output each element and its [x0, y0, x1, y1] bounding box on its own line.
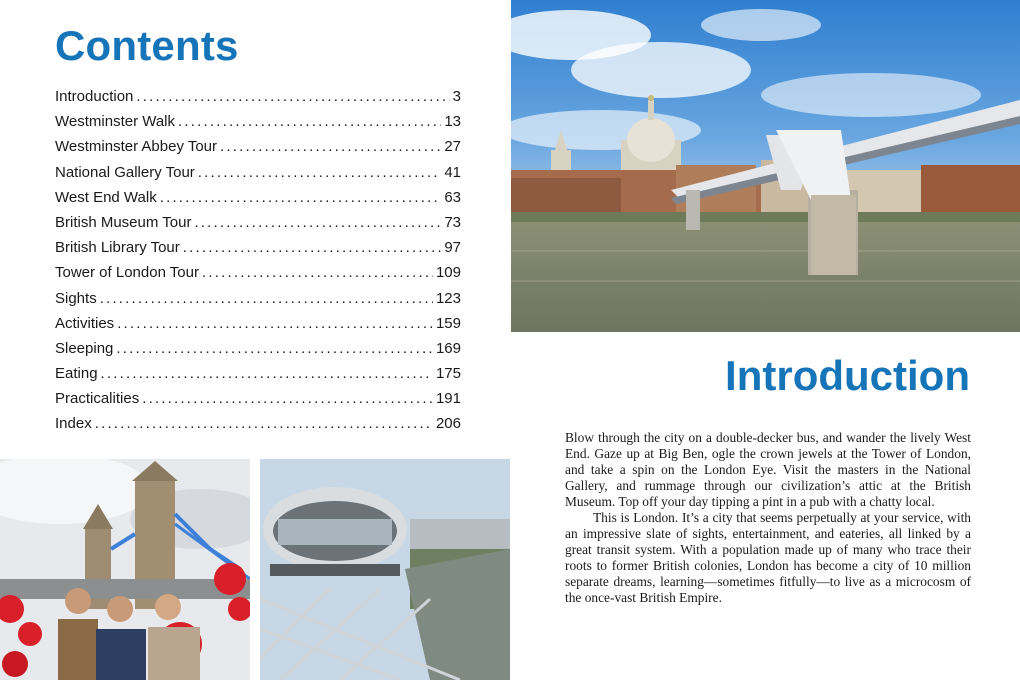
- toc-entry-label: Westminster Walk: [55, 113, 176, 131]
- toc-entry-page-number: 3: [452, 88, 461, 105]
- toc-entry[interactable]: [55, 415, 461, 440]
- toc-leader-dots: [183, 239, 442, 256]
- toc-entry-label: Index: [55, 415, 92, 433]
- toc-entry[interactable]: [55, 390, 461, 415]
- toc-entry-label: British Museum Tour: [55, 213, 192, 231]
- toc-entry[interactable]: [55, 239, 461, 264]
- toc-leader-dots: [194, 214, 441, 231]
- toc-entry-page-number: 123: [435, 289, 461, 307]
- toc-entry-label: Eating: [55, 365, 98, 383]
- toc-entry-label: National Gallery Tour: [55, 163, 195, 181]
- toc-leader-dots: [220, 138, 441, 155]
- toc-entry-label: Practicalities: [55, 390, 140, 408]
- toc-entry-page-number: 109: [435, 264, 461, 282]
- toc-entry[interactable]: [55, 340, 461, 365]
- toc-entry-page-number: 191: [435, 390, 461, 408]
- toc-leader-dots: [116, 340, 433, 357]
- toc-leader-dots: [100, 290, 433, 307]
- toc-entry[interactable]: [55, 264, 461, 289]
- toc-entry-label: Activities: [55, 314, 115, 332]
- toc-entry-page-number: 73: [444, 213, 461, 231]
- toc-entry-label: Westminster Abbey Tour: [55, 138, 218, 156]
- contents-heading: Contents: [55, 22, 239, 69]
- toc-entry-label: Introduction: [55, 88, 134, 105]
- toc-entry-page-number: 97: [444, 239, 461, 257]
- table-of-contents: [55, 88, 461, 441]
- toc-entry[interactable]: [55, 315, 461, 340]
- toc-leader-dots: [202, 264, 433, 281]
- toc-entry-page-number: 13: [444, 113, 461, 131]
- toc-entry-label: Tower of London Tour: [55, 264, 199, 282]
- toc-entry[interactable]: [55, 88, 461, 113]
- toc-entry[interactable]: [55, 164, 461, 189]
- toc-entry-label: Sleeping: [55, 339, 114, 357]
- toc-leader-dots: [101, 365, 433, 382]
- toc-leader-dots: [136, 88, 449, 105]
- toc-entry-page-number: 169: [435, 339, 461, 357]
- toc-entry-page-number: 63: [444, 188, 461, 206]
- toc-leader-dots: [160, 189, 442, 206]
- london-eye-photo: [260, 459, 510, 680]
- toc-entry-page-number: 159: [435, 314, 461, 332]
- toc-entry[interactable]: [55, 365, 461, 390]
- toc-entry-label: Sights: [55, 289, 97, 307]
- introduction-paragraph: This is London. It’s a city that seems perpetually at your service, with an impressive slate of sights, entertainment, and eateries, all linked by a great transit system. With a population made up of many who trace their roots to former British colonies, London has become a city of 10 million separate dreams, learning—sometimes fitfully—to live as a microcosm of the once-vast British Empire.: [565, 510, 971, 605]
- toc-entry-label: British Library Tour: [55, 239, 180, 257]
- toc-leader-dots: [117, 315, 433, 332]
- tower-bridge-photo: [0, 459, 250, 680]
- toc-leader-dots: [142, 390, 433, 407]
- toc-entry[interactable]: [55, 290, 461, 315]
- toc-entry-page-number: 41: [444, 163, 461, 181]
- toc-entry[interactable]: [55, 113, 461, 138]
- introduction-paragraph: Blow through the city on a double-decker bus, and wander the lively West End. Gaze up at Big Ben, ogle the crown jewels at the Tower of London, and take a spin on the London Eye. Visit the masters in the National Gallery, and rummage through our civilization’s attic at the British Museum. Top off your day tipping a pint in a pub with a chatty local.: [565, 430, 971, 509]
- toc-entry-page-number: 206: [435, 415, 461, 433]
- millennium-bridge-photo: [511, 0, 1020, 332]
- toc-entry[interactable]: [55, 138, 461, 163]
- toc-entry[interactable]: [55, 214, 461, 239]
- toc-entry-page-number: 27: [444, 138, 461, 156]
- toc-entry[interactable]: [55, 189, 461, 214]
- toc-leader-dots: [198, 164, 442, 181]
- toc-leader-dots: [95, 415, 433, 432]
- introduction-heading: Introduction: [725, 352, 970, 399]
- toc-entry-page-number: 175: [435, 365, 461, 383]
- toc-entry-label: West End Walk: [55, 188, 157, 206]
- toc-leader-dots: [178, 113, 441, 130]
- introduction-body: [565, 430, 971, 606]
